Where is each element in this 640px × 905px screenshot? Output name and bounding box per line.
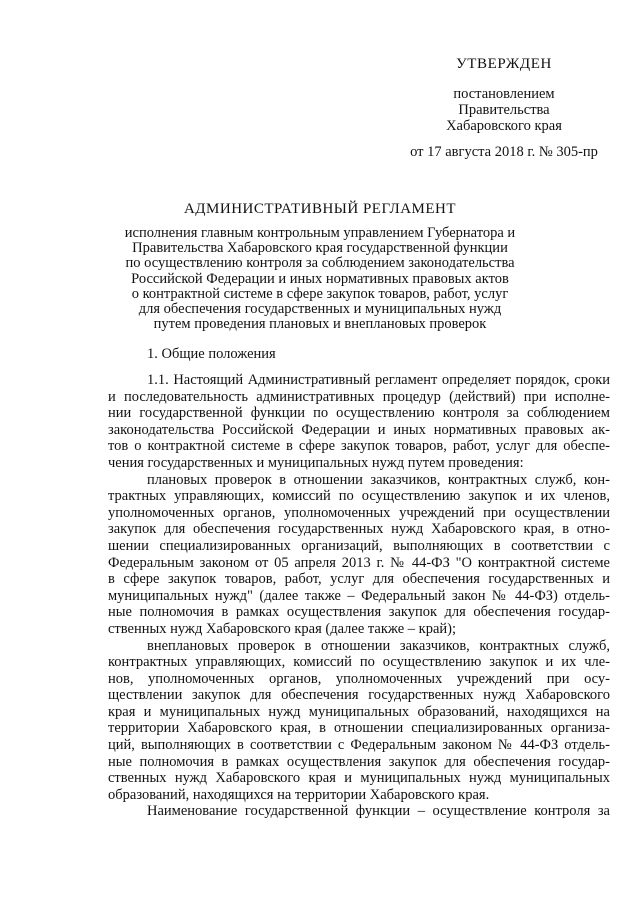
approval-line: постановлением: [453, 86, 555, 102]
approval-title: УТВЕРЖДЕН: [456, 56, 552, 72]
body-line: контрактных управляющих, комиссий по осуществлению закупок и их чле-: [108, 654, 610, 671]
body-line: ственных нужд Хабаровского края (далее также – край);: [108, 620, 457, 637]
body-line: 1.1. Настоящий Административный регламент определяет порядок, сроки: [147, 372, 610, 388]
document-title: АДМИНИСТРАТИВНЫЙ РЕГЛАМЕНТ: [183, 201, 457, 217]
body-line: плановых проверок в отношении заказчиков, контрактных служб, кон-: [147, 471, 610, 488]
approval-date: от 17 августа 2018 г. № 305-пр: [410, 144, 598, 160]
body-text: [108, 372, 610, 820]
body-line: муниципальных нужд" (далее также – Федеральный закон № 44-ФЗ) отдель-: [108, 587, 610, 604]
body-line: ные полномочия в рамках осуществления закупок для обеспечения государ-: [108, 604, 610, 621]
body-line: в сфере закупок товаров, работ, услуг для обеспечения государственных и: [108, 571, 610, 588]
subtitle-line: по осуществлению контроля за соблюдением законодательства: [125, 255, 515, 272]
body-line: шении специализированных организаций, выполняющих в соответствии с: [108, 537, 610, 554]
subtitle-line: путем проведения плановых и внеплановых проверок: [153, 316, 487, 333]
body-line: образований, находящихся на территории Хабаровского края.: [108, 786, 490, 803]
body-line: внеплановых проверок в отношении заказчиков, контрактных служб,: [147, 637, 610, 654]
body-line: территории Хабаровского края, в отношении специализированных организа-: [108, 720, 610, 737]
approval-line: Правительства: [458, 102, 550, 118]
body-line: уполномоченных органов, уполномоченных учреждений при осуществлении: [108, 504, 610, 521]
subtitle-line: исполнения главным контрольным управлением Губернатора и: [124, 225, 516, 241]
subtitle-line: для обеспечения государственных и муниципальных нужд: [138, 301, 502, 318]
body-line: Федеральным законом от 05 апреля 2013 г. № 44-ФЗ "О контрактной системе: [108, 554, 610, 571]
subtitle-line: Правительства Хабаровского края государственной функции: [132, 240, 508, 257]
body-line: закупок для обеспечения государственных нужд Хабаровского края, в отно-: [108, 521, 610, 538]
body-line: и последовательность административных процедур (действий) при исполне-: [108, 388, 610, 405]
approval-line: Хабаровского края: [446, 118, 562, 134]
approval-stamp: [396, 56, 612, 160]
body-line: ций, выполняющих в соответствии с Федеральным законом № 44-ФЗ отдель-: [108, 737, 610, 754]
body-line: ственных нужд Хабаровского края и муниципальных нужд муниципальных: [108, 770, 610, 787]
body-line: Наименование государственной функции – осуществление контроля за: [147, 803, 610, 820]
body-line: законодательства Российской Федерации и иных нормативных правовых ак-: [108, 421, 610, 438]
body-line: ществлении закупок для обеспечения государственных нужд Хабаровского: [108, 687, 610, 704]
body-line: нов, уполномоченных органов, уполномоченных учреждений при осу-: [108, 670, 610, 687]
body-line: ные полномочия в рамках осуществления закупок для обеспечения государ-: [108, 753, 610, 770]
subtitle-line: о контрактной системе в сфере закупок товаров, работ, услуг: [131, 285, 509, 302]
body-line: нии государственной функции по осуществлению контроля за соблюдением: [108, 405, 610, 422]
section-heading: 1. Общие положения: [147, 346, 276, 362]
body-line: чения государственных и муниципальных нужд путем проведения:: [108, 454, 524, 471]
body-line: трактных управляющих, комиссий по осуществлению закупок и их членов,: [108, 488, 610, 505]
subtitle-line: Российской Федерации и иных нормативных правовых актов: [131, 270, 509, 287]
body-line: края и муниципальных нужд муниципальных образований, находящихся на: [108, 703, 610, 720]
document-subtitle: [110, 226, 530, 332]
body-line: тов о контрактной системе в сфере закупок товаров, работ, услуг для обеспе-: [108, 438, 610, 455]
